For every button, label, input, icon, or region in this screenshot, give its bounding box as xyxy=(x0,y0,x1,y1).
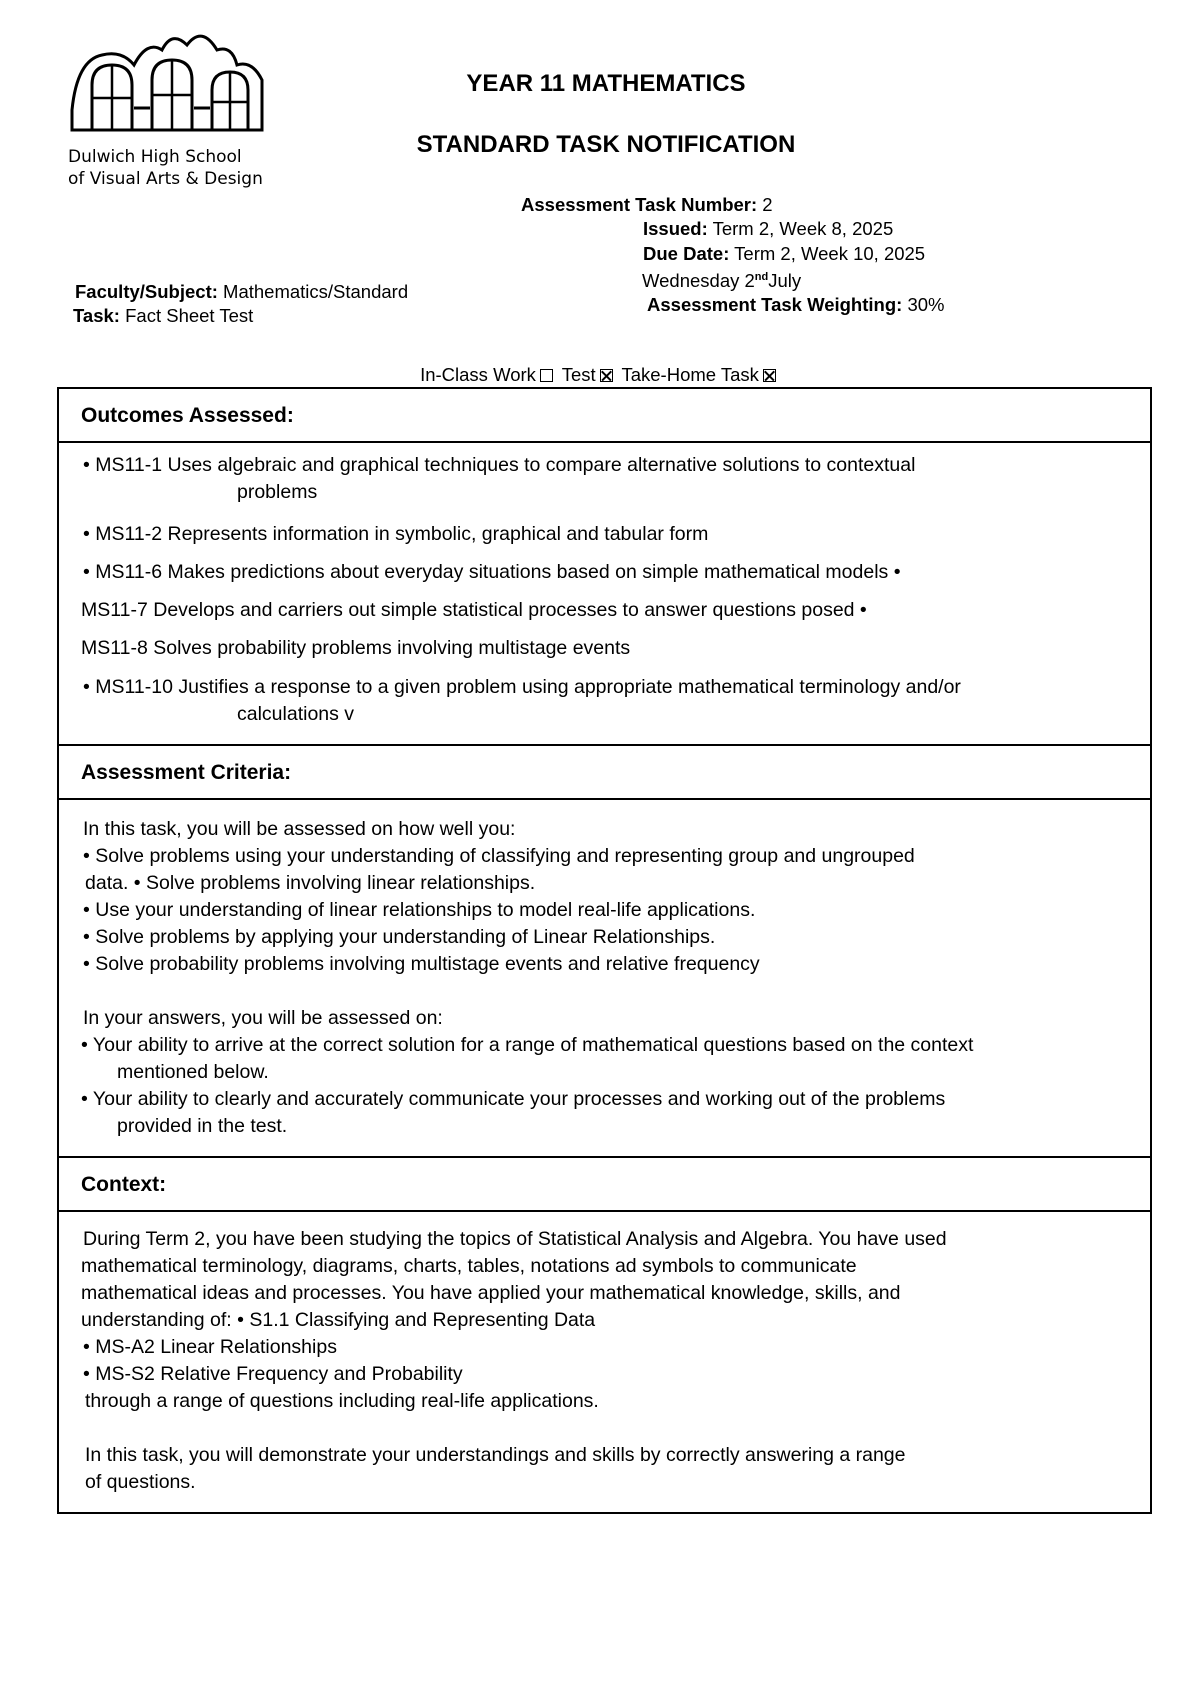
in-class-checkbox xyxy=(540,369,553,382)
criteria-heading: Assessment Criteria: xyxy=(59,746,1150,800)
criteria-list: In this task, you will be assessed on how well you: • Solve problems using your understanding of classifying and representing group and ungrouped data. • Solve problems involving linear relationships. • Use your understanding of linear relationships to model real-life applications. • Solve problems by applying your understanding of Linear Relationships. • Solve probability problems involving multistage events and relative frequency In your answers, you will be assessed on: • Your ability to arrive at the correct solution for a range of mathematical questions based on the context mentioned below. • Your ability to clearly and accurately communicate your processes and working out of the problems provided in the test. xyxy=(59,800,1150,1158)
issued-date: Issued: Term 2, Week 8, 2025 xyxy=(643,218,894,239)
test-checkbox xyxy=(600,369,613,382)
svg-text:of Visual Arts & Design: of Visual Arts & Design xyxy=(68,169,263,189)
task-type-line: In-Class Work Test Take-Home Task xyxy=(0,364,1200,386)
task-name: Task: Fact Sheet Test xyxy=(73,305,254,326)
outcomes-list: • MS11-1 Uses algebraic and graphical techniques to compare alternative solutions to contextual problems • MS11-2 Represents information in symbolic, graphical and tabular form • MS11-6 Makes predictions about everyday situations based on simple mathematical models • MS11-7 Develops and carriers out simple statistical processes to answer questions posed • MS11-8 Solves probability problems involving multistage events • MS11-10 Justifies a response to a given problem using appropriate mathematical terminology and/or calculations v xyxy=(59,443,1150,746)
task-weighting: Assessment Task Weighting: 30% xyxy=(647,294,945,315)
take-home-checkbox xyxy=(763,369,776,382)
task-table xyxy=(57,387,1152,1514)
context-heading: Context: xyxy=(59,1158,1150,1212)
due-day: Wednesday 2ndJuly xyxy=(642,270,802,292)
faculty-subject: Faculty/Subject: Mathematics/Standard xyxy=(75,281,409,302)
outcomes-heading: Outcomes Assessed: xyxy=(59,389,1150,443)
svg-text:Dulwich High School: Dulwich High School xyxy=(68,147,242,167)
school-logo xyxy=(62,20,282,200)
due-date: Due Date: Term 2, Week 10, 2025 xyxy=(643,243,926,264)
context-body: During Term 2, you have been studying the topics of Statistical Analysis and Algebra. You have used mathematical terminology, diagrams, charts, tables, notations ad symbols to communicate mathematical ideas and processes. You have applied your mathematical knowledge, skills, and understanding of: • S1.1 Classifying and Representing Data • MS-A2 Linear Relationships • MS-S2 Relative Frequency and Probability through a range of questions including real-life applications. In this task, you will demonstrate your understandings and skills by correctly answering a range of questions. xyxy=(81,1228,947,1493)
document-subtitle: STANDARD TASK NOTIFICATION xyxy=(416,131,796,158)
document-title: YEAR 11 MATHEMATICS xyxy=(466,70,746,97)
task-number: Assessment Task Number: 2 xyxy=(521,194,773,215)
